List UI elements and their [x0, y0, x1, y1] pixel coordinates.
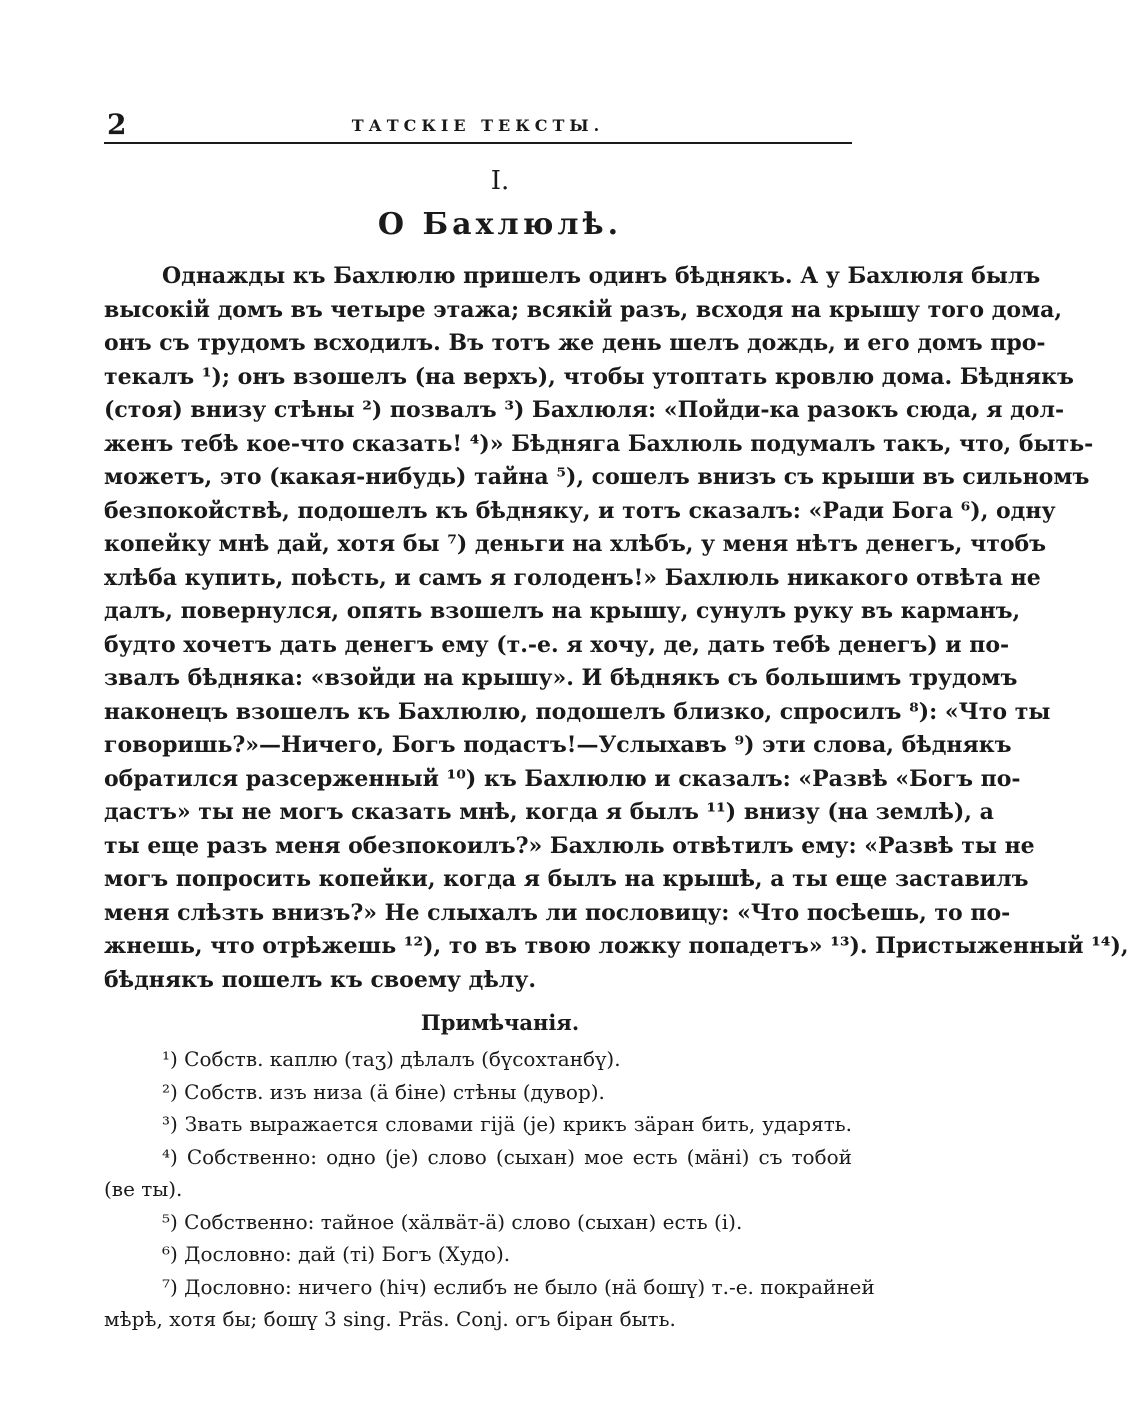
text-line: обратился разсерженный ¹⁰) къ Бахлюлю и сказалъ: «Развѣ «Богъ по- — [104, 765, 1021, 792]
text-line: высокій домъ въ четыре этажа; всякій разъ, всходя на крышу того дома, — [104, 296, 1063, 323]
notes-heading: Примѣчанія. — [420, 1010, 580, 1035]
page-number: 2 — [107, 108, 127, 141]
text-line: говоришь?»—Ничего, Богъ подастъ!—Услыхавъ ⁹) эти слова, бѣднякъ — [104, 732, 1012, 758]
section-number: I. — [490, 166, 510, 196]
text-line: безпокойствѣ, подошелъ къ бѣдняку, и тотъ сказалъ: «Ради Бога ⁶), одну — [104, 497, 1056, 524]
notes-section — [104, 1043, 875, 1336]
text-line: наконецъ взошелъ къ Бахлюлю, подошелъ близко, спросилъ ⁸): «Что ты — [104, 698, 1051, 725]
text-line: текалъ ¹); онъ взошелъ (на верхъ), чтобы утоптать кровлю дома. Бѣднякъ — [104, 363, 1074, 390]
text-line: меня слѣзть внизъ?» Не слыхалъ ли пословицу: «Что посѣешь, то по- — [104, 899, 1011, 926]
note-item: мѣрѣ, хотя бы; бошү 3 sing. Präs. Conj. огъ біран быть. — [104, 1307, 676, 1331]
text-line: дастъ» ты не могъ сказать мнѣ, когда я былъ ¹¹) внизу (на землѣ), а — [104, 799, 994, 825]
note-item: ⁵) Собственно: тайное (хäлвäт-ä) слово (сыхан) есть (i). — [162, 1209, 743, 1234]
text-line: хлѣба купить, поѣсть, и самъ я голоденъ!» Бахлюль никакого отвѣта не — [104, 564, 1041, 591]
text-line: бѣднякъ пошелъ къ своему дѣлу. — [104, 966, 537, 993]
note-item: ³) Звать выражается словами гіjä (je) крикъ зäран бить, ударять. — [162, 1112, 852, 1136]
text-line: ты еще разъ меня обезпокоилъ?» Бахлюль отвѣтилъ ему: «Развѣ ты не — [104, 832, 1035, 859]
text-line: онъ съ трудомъ всходилъ. Въ тотъ же день шелъ дождь, и его домъ про- — [104, 330, 1046, 356]
running-title: ТАТСКІЕ ТЕКСТЫ. — [351, 116, 605, 135]
text-line: копейку мнѣ дай, хотя бы ⁷) деньги на хлѣбъ, у меня нѣтъ денегъ, чтобъ — [104, 531, 1047, 557]
note-item: ⁶) Дословно: дай (ті) Богъ (Худо). — [162, 1242, 511, 1266]
note-item: (ве ты). — [104, 1177, 183, 1201]
text-line: звалъ бѣдняка: «взойди на крышу». И бѣднякъ съ большимъ трудомъ — [104, 665, 1018, 691]
note-item: ⁷) Дословно: ничего (hiч) еслибъ не было (нä бошү) т.-е. покрайней — [162, 1274, 875, 1299]
text-line: будто хочетъ дать денегъ ему (т.-е. я хочу, де, дать тебѣ денегъ) и по- — [104, 631, 1010, 658]
note-item: ⁴) Собственно: одно (je) слово (сыхан) мое есть (мäні) съ тобой — [162, 1144, 852, 1169]
text-line: (стоя) внизу стѣны ²) позвалъ ³) Бахлюля: «Пойди-ка разокъ сюда, я дол- — [104, 397, 1065, 423]
text-line: далъ, повернулся, опять взошелъ на крышу, сунулъ руку въ карманъ, — [104, 598, 1021, 624]
text-line: могъ попросить копейки, когда я былъ на крышѣ, а ты еще заставилъ — [104, 866, 1029, 892]
story-text — [104, 260, 1129, 997]
text-line: Однажды къ Бахлюлю пришелъ одинъ бѣднякъ. А у Бахлюля былъ — [162, 263, 1041, 289]
note-item: ²) Собств. изъ низа (ä біне) стѣны (дувор). — [162, 1079, 605, 1104]
note-item: ¹) Собств. каплю (таӡ) дѣлалъ (бүсохтанбү). — [162, 1047, 621, 1071]
text-line: жнешь, что отрѣжешь ¹²), то въ твою ложку попадетъ» ¹³). Пристыженный ¹⁴), — [104, 933, 1129, 959]
text-line: можетъ, это (какая-нибудь) тайна ⁵), сошелъ внизъ съ крыши въ сильномъ — [104, 464, 1090, 490]
text-line: женъ тебѣ кое-что сказать! ⁴)» Бѣдняга Бахлюль подумалъ такъ, что, быть- — [104, 430, 1094, 457]
story-title: О Бахлюлѣ. — [377, 207, 623, 242]
page-header — [104, 108, 852, 144]
